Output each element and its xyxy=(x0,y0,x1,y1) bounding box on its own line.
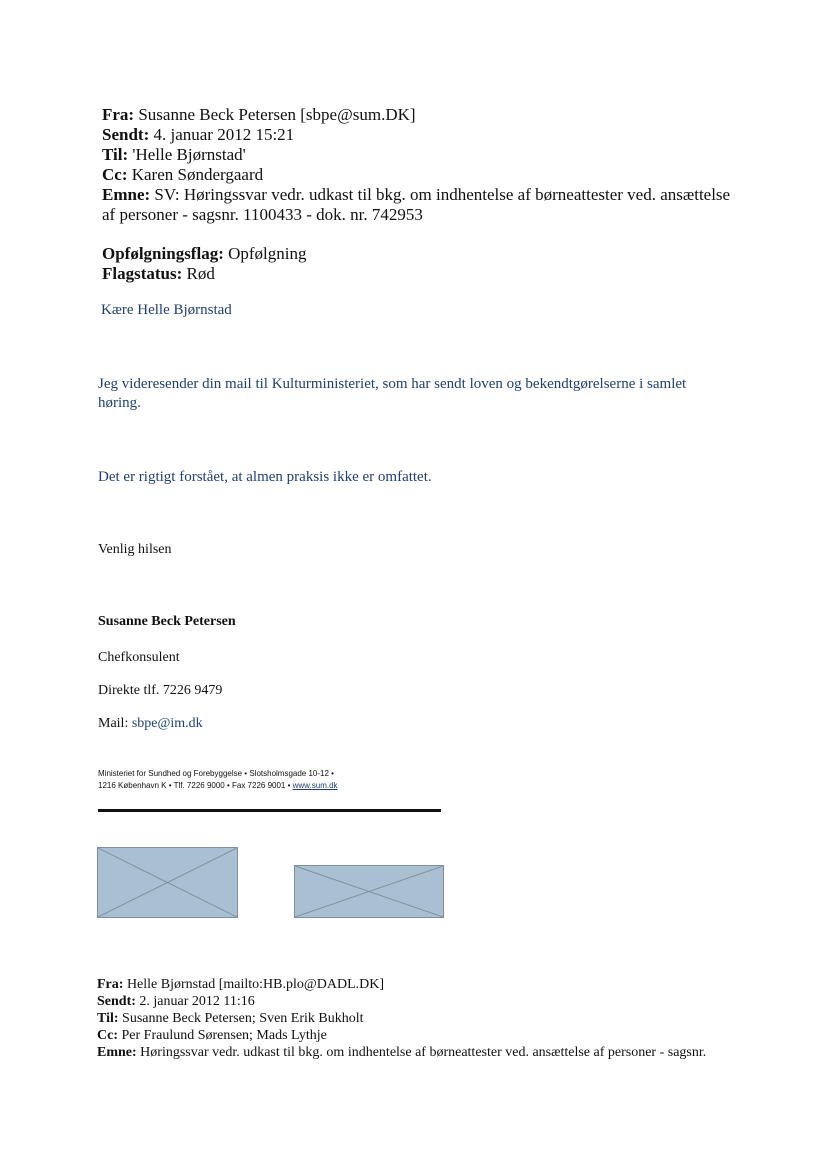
broken-image-placeholder-2 xyxy=(294,865,444,918)
header-subject-label: Emne: xyxy=(102,185,151,204)
header-from xyxy=(102,105,416,125)
signature-mail-label: Mail: xyxy=(98,716,132,731)
quoted-cc xyxy=(97,1028,327,1045)
header-cc-label: Cc: xyxy=(102,165,128,184)
quoted-from-value: Helle Bjørnstad [mailto:HB.plo@DADL.DK] xyxy=(126,977,385,992)
header-to xyxy=(102,145,246,165)
header-sent-label: Sendt: xyxy=(102,125,150,144)
quoted-from-label: Fra: xyxy=(97,977,124,992)
paragraph1-line1: Jeg videresender din mail til Kulturministeriet, som har sendt loven og bekendtgørelserne i samlet xyxy=(98,376,687,392)
header-sent xyxy=(102,125,294,145)
header-flag-value: Opfølgning xyxy=(228,244,307,263)
header-subject xyxy=(102,185,730,205)
broken-image-icon xyxy=(295,866,443,917)
broken-image-placeholder-1 xyxy=(97,847,238,918)
quoted-to-label: Til: xyxy=(97,1011,119,1026)
header-subject-value-line1: SV: Høringssvar vedr. udkast til bkg. om indhentelse af børneattester ved. ansættelse xyxy=(154,185,731,204)
org-line1: Ministeriet for Sundhed og Forebyggelse • Slotsholmsgade 10-12 • xyxy=(98,769,334,778)
header-cc-value: Karen Søndergaard xyxy=(131,165,264,184)
quoted-from xyxy=(97,977,384,994)
signature-name: Susanne Beck Petersen xyxy=(98,614,236,629)
header-flag-label: Opfølgningsflag: xyxy=(102,244,224,263)
signature-mail xyxy=(98,715,203,733)
header-cc xyxy=(102,165,263,185)
quoted-to-value: Susanne Beck Petersen; Sven Erik Bukholt xyxy=(122,1011,364,1026)
quoted-subject-value: Høringssvar vedr. udkast til bkg. om indhentelse af børneattester ved. ansættelse af personer - sagsnr. xyxy=(140,1045,707,1060)
closing: Venlig hilsen xyxy=(98,542,172,557)
header-flag xyxy=(102,244,307,264)
quoted-sent xyxy=(97,994,255,1011)
broken-image-icon xyxy=(98,848,237,917)
signature-mail-link[interactable]: sbpe@im.dk xyxy=(131,716,203,731)
quoted-to xyxy=(97,1011,364,1028)
header-to-label: Til: xyxy=(102,145,129,164)
quoted-subject-label: Emne: xyxy=(97,1045,137,1060)
signature-phone: Direkte tlf. 7226 9479 xyxy=(98,683,223,698)
quoted-sent-label: Sendt: xyxy=(97,994,136,1009)
header-flagstatus-value: Rød xyxy=(186,264,215,283)
paragraph1-line2: høring. xyxy=(98,395,141,411)
header-to-value: 'Helle Bjørnstad' xyxy=(132,145,246,164)
signature-divider xyxy=(98,809,441,812)
quoted-subject xyxy=(97,1045,706,1062)
quoted-cc-value: Per Fraulund Sørensen; Mads Lythje xyxy=(121,1028,327,1043)
org-website-link[interactable]: www.sum.dk xyxy=(292,781,338,790)
header-subject-line2: af personer - sagsnr. 1100433 - dok. nr. 742953 xyxy=(102,205,423,224)
org-line2 xyxy=(98,780,338,791)
header-flagstatus-label: Flagstatus: xyxy=(102,264,183,283)
header-flagstatus xyxy=(102,264,215,284)
quoted-sent-value: 2. januar 2012 11:16 xyxy=(139,994,255,1009)
header-sent-value: 4. januar 2012 15:21 xyxy=(153,125,295,144)
signature-title: Chefkonsulent xyxy=(98,650,180,665)
org-line2-text: 1216 København K • Tlf. 7226 9000 • Fax 7226 9001 • xyxy=(98,781,293,790)
header-from-label: Fra: xyxy=(102,105,135,124)
quoted-cc-label: Cc: xyxy=(97,1028,118,1043)
header-from-value: Susanne Beck Petersen [sbpe@sum.DK] xyxy=(138,105,416,124)
paragraph2: Det er rigtigt forstået, at almen praksis ikke er omfattet. xyxy=(98,469,432,485)
greeting: Kære Helle Bjørnstad xyxy=(101,302,232,318)
